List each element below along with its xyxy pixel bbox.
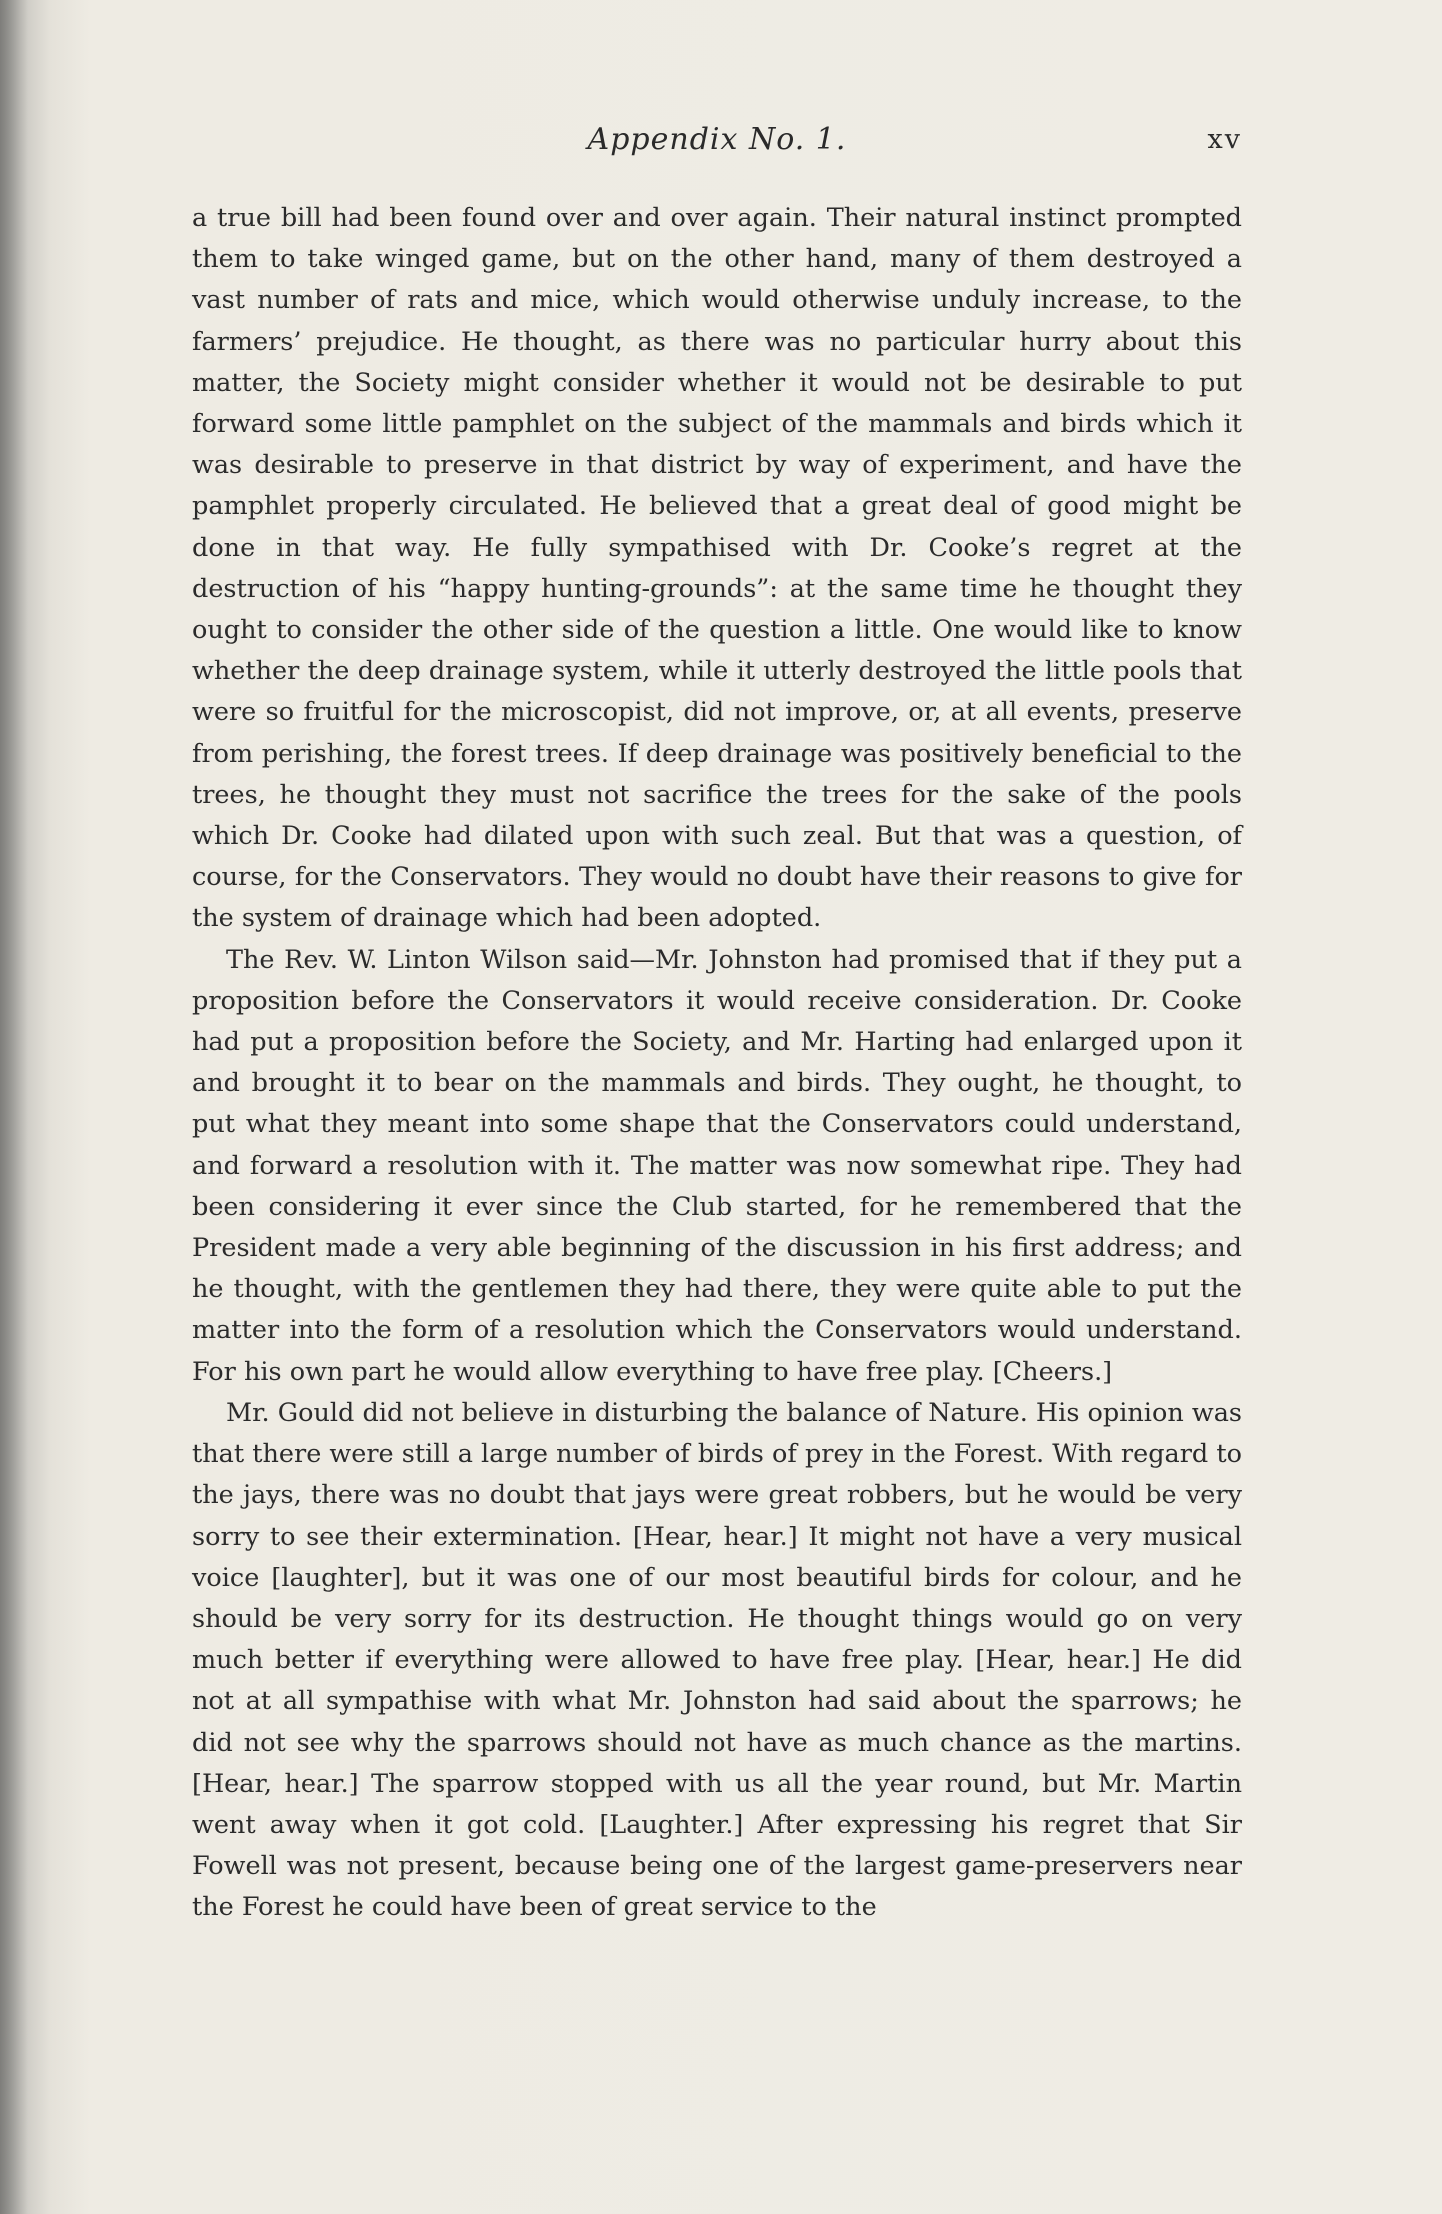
page-header: [192, 122, 1242, 172]
paragraph-rev-wilson: The Rev. W. Linton Wilson said—Mr. Johnston had promised that if they put a proposition before the Conservators it would receive consideration. Dr. Cooke had put a proposition before the Society, and Mr. Harting had enlarged upon it and brought it to bear on the mammals and birds. They ought, he thought, to put what they meant into some shape that the Conservators could understand, and forward a resolution with it. The matter was now somewhat ripe. They had been considering it ever since the Club started, for he remembered that the President made a very able beginning of the discussion in his first address; and he thought, with the gentlemen they had there, they were quite able to put the matter into the form of a resolution which the Conservators would understand. For his own part he would allow everything to have free play. [Cheers.]: [192, 944, 1242, 1387]
page-number: xv: [1207, 124, 1242, 155]
running-title: Appendix No. 1.: [587, 122, 847, 157]
body-text: [192, 198, 1242, 1929]
paragraph-continuation: a true bill had been found over and over again. Their natural instinct prompted them to take winged game, but on the other hand, many of them destroyed a vast number of rats and mice, which would otherwise unduly increase, to the farmers’ prejudice. He thought, as there was no particular hurry about this matter, the Society might consider whether it would not be desirable to put forward some little pamphlet on the subject of the mammals and birds which it was desirable to preserve in that district by way of experiment, and have the pamphlet properly circulated. He believed that a great deal of good might be done in that way. He fully sympathised with Dr. Cooke’s regret at the destruction of his “happy hunting-grounds”: at the same time he thought they ought to consider the other side of the question a little. One would like to know whether the deep drainage system, while it utterly destroyed the little pools that were so fruitful for the microscopist, did not improve, or, at all events, preserve from perishing, the forest trees. If deep drainage was positively beneficial to the trees, he thought they must not sacrifice the trees for the sake of the pools which Dr. Cooke had dilated upon with such zeal. But that was a question, of course, for the Conservators. They would no doubt have their reasons to give for the system of drainage which had been adopted.: [192, 203, 1242, 934]
paragraph-mr-gould: Mr. Gould did not believe in disturbing the balance of Nature. His opinion was that there were still a large number of birds of prey in the Forest. With regard to the jays, there was no doubt that jays were great robbers, but he would be very sorry to see their extermination. [Hear, hear.] It might not have a very musical voice [laughter], but it was one of our most beautiful birds for colour, and he should be very sorry for its destruction. He thought things would go on very much better if everything were allowed to have free play. [Hear, hear.] He did not at all sympathise with what Mr. Johnston had said about the sparrows; he did not see why the sparrows should not have as much chance as the martins. [Hear, hear.] The sparrow stopped with us all the year round, but Mr. Martin went away when it got cold. [Laughter.] After expressing his regret that Sir Fowell was not present, because being one of the largest game-preservers near the Forest he could have been of great service to the: [192, 1397, 1242, 1923]
spine-shadow: [0, 0, 28, 2214]
